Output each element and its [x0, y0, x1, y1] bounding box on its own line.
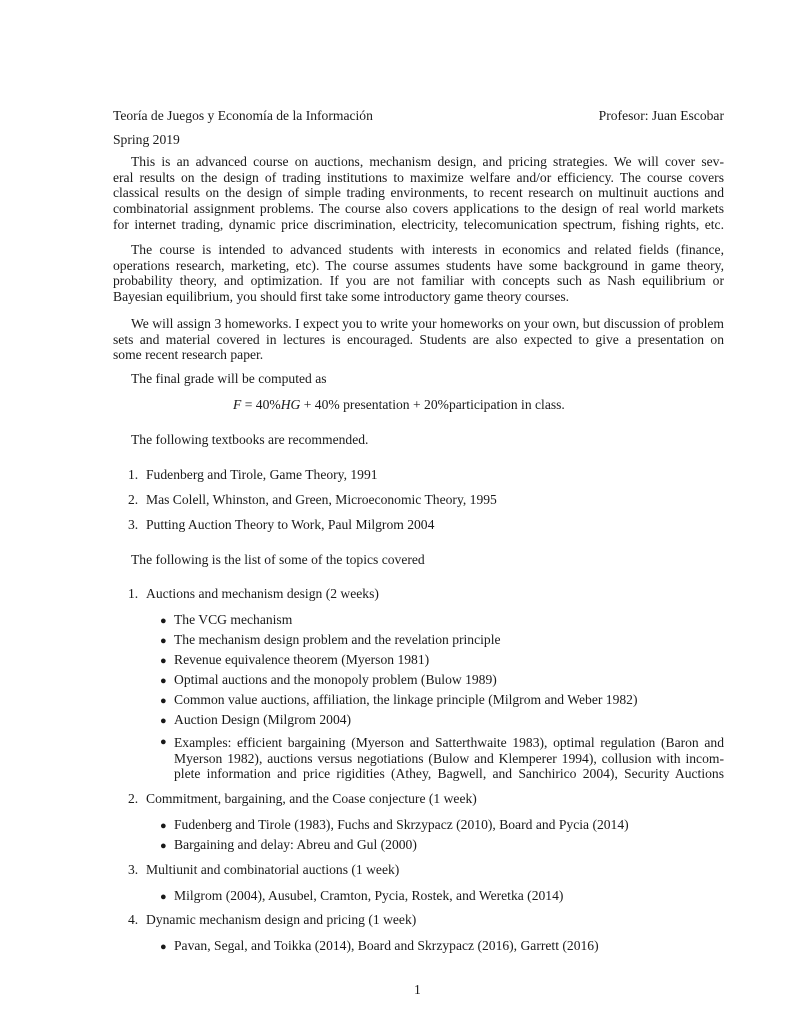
- topic-item: [128, 862, 399, 878]
- bullet-icon: ●: [160, 655, 167, 667]
- item-number: 4.: [128, 912, 139, 927]
- item-number: 2.: [128, 791, 139, 806]
- text-line: probability theory, and optimization. If you are not familiar with concepts such as Nash equilibrium or: [113, 273, 724, 289]
- term: Spring 2019: [113, 132, 180, 147]
- subtopic-text: Pavan, Segal, and Toikka (2014), Board and Skrzypacz (2016), Garrett (2016): [174, 938, 599, 953]
- bullet-icon: ●: [160, 820, 167, 832]
- bullet-icon: ●: [160, 615, 167, 627]
- page-number: 1: [414, 982, 421, 997]
- text-line: for internet trading, dynamic price discrimination, electricity, telecomunication spectrum, fishing rights, etc.: [113, 216, 724, 232]
- subtopic-text: The mechanism design problem and the revelation principle: [174, 632, 501, 647]
- item-number: 1.: [128, 586, 139, 601]
- item-text: Fudenberg and Tirole, Game Theory, 1991: [146, 467, 378, 482]
- item-number: 3.: [128, 862, 139, 877]
- textbook-item: [128, 517, 434, 533]
- item-number: 3.: [128, 517, 139, 532]
- grade-formula: [233, 397, 565, 413]
- formula-hg: HG: [280, 397, 301, 412]
- topic-item: [128, 912, 416, 928]
- subtopic-text: Optimal auctions and the monopoly problem (Bulow 1989): [174, 672, 497, 687]
- subtopic: [160, 672, 497, 689]
- item-text: Putting Auction Theory to Work, Paul Milgrom 2004: [146, 517, 435, 532]
- course-title: Teoría de Juegos y Economía de la Información: [113, 108, 373, 123]
- text-line: Myerson 1982), auctions versus negotiations (Bulow and Klemperer 1994), collusion with incom-: [174, 750, 724, 766]
- text-line: sets and material covered in lectures is encouraged. Students are also expected to give a presentation on: [113, 331, 724, 347]
- subtopic-examples: [160, 735, 724, 782]
- subtopic-text: Bargaining and delay: Abreu and Gul (2000): [174, 837, 417, 852]
- professor-name: Profesor: Juan Escobar: [598, 108, 724, 123]
- bullet-icon: ●: [160, 941, 167, 953]
- subtopic: [160, 712, 351, 729]
- item-text: Mas Colell, Whinston, and Green, Microeconomic Theory, 1995: [146, 492, 497, 507]
- subtopic-text: Revenue equivalence theorem (Myerson 1981): [174, 652, 430, 667]
- text-line: Bayesian equilibrium, you should first take some introductory game theory courses.: [113, 289, 570, 305]
- topic-title: Auctions and mechanism design (2 weeks): [146, 586, 379, 601]
- bullet-icon: ●: [160, 736, 167, 748]
- subtopic-text: Fudenberg and Tirole (1983), Fuchs and Skrzypacz (2010), Board and Pycia (2014): [174, 817, 629, 832]
- text-line: some recent research paper.: [113, 347, 264, 363]
- formula-f: F: [233, 397, 242, 412]
- subtopic: [160, 837, 417, 854]
- text-line: eral results on the design of trading institutions to maximize welfare and/or efficiency. The course covers: [113, 169, 724, 185]
- formula-eq: = 40%: [241, 397, 281, 412]
- subtopic: [160, 817, 629, 834]
- topics-intro: The following is the list of some of the topics covered: [131, 552, 425, 567]
- bullet-icon: ●: [160, 891, 167, 903]
- topic-item: [128, 586, 379, 602]
- subtopic: [160, 938, 599, 955]
- text-line: The course is intended to advanced students with interests in economics and related fields (finance,: [131, 242, 724, 257]
- text-line: Examples: efficient bargaining (Myerson and Satterthwaite 1983), optimal regulation (Baron and: [174, 735, 724, 750]
- topic-title: Multiunit and combinatorial auctions (1 week): [146, 862, 400, 877]
- subtopic-text: Milgrom (2004), Ausubel, Cramton, Pycia, Rostek, and Weretka (2014): [174, 888, 564, 903]
- textbooks-intro: The following textbooks are recommended.: [131, 432, 369, 447]
- text-line: plete information and price rigidities (Athey, Bagwell, and Sanchirico 2004), Security Auctions: [174, 766, 724, 782]
- audience-paragraph: [113, 242, 724, 305]
- subtopic-text: Common value auctions, affiliation, the linkage principle (Milgrom and Weber 1982): [174, 692, 638, 707]
- item-number: 1.: [128, 467, 139, 482]
- grade-intro: The final grade will be computed as: [131, 371, 327, 386]
- bullet-icon: ●: [160, 715, 167, 727]
- topic-title: Dynamic mechanism design and pricing (1 week): [146, 912, 417, 927]
- bullet-icon: ●: [160, 840, 167, 852]
- textbook-item: [128, 467, 378, 483]
- subtopic: [160, 888, 563, 905]
- subtopic-text: The VCG mechanism: [174, 612, 293, 627]
- topic-item: [128, 791, 477, 807]
- text-line: We will assign 3 homeworks. I expect you to write your homeworks on your own, but discussion of problem: [131, 316, 724, 331]
- subtopic: [160, 692, 638, 709]
- text-line: operations research, marketing, etc). The course assumes students have some background in game theory,: [113, 257, 724, 273]
- intro-paragraph: [113, 154, 724, 233]
- bullet-icon: ●: [160, 675, 167, 687]
- text-line: combinatorial assignment problems. The course also covers applications to the design of real world markets: [113, 201, 724, 217]
- formula-rest: + 40% presentation + 20%participation in class.: [300, 397, 565, 412]
- subtopic: [160, 612, 292, 629]
- topic-title: Commitment, bargaining, and the Coase conjecture (1 week): [146, 791, 477, 806]
- text-line: classical results on the design of simple trading environments, to recent research on multinuit auctions and: [113, 185, 724, 201]
- item-number: 2.: [128, 492, 139, 507]
- subtopic: [160, 652, 429, 669]
- textbook-item: [128, 492, 497, 508]
- bullet-icon: ●: [160, 695, 167, 707]
- subtopic: [160, 632, 501, 649]
- homework-paragraph: [113, 316, 724, 363]
- bullet-icon: ●: [160, 635, 167, 647]
- subtopic-text: Auction Design (Milgrom 2004): [174, 712, 352, 727]
- text-line: This is an advanced course on auctions, mechanism design, and pricing strategies. We will cover sev-: [131, 154, 724, 169]
